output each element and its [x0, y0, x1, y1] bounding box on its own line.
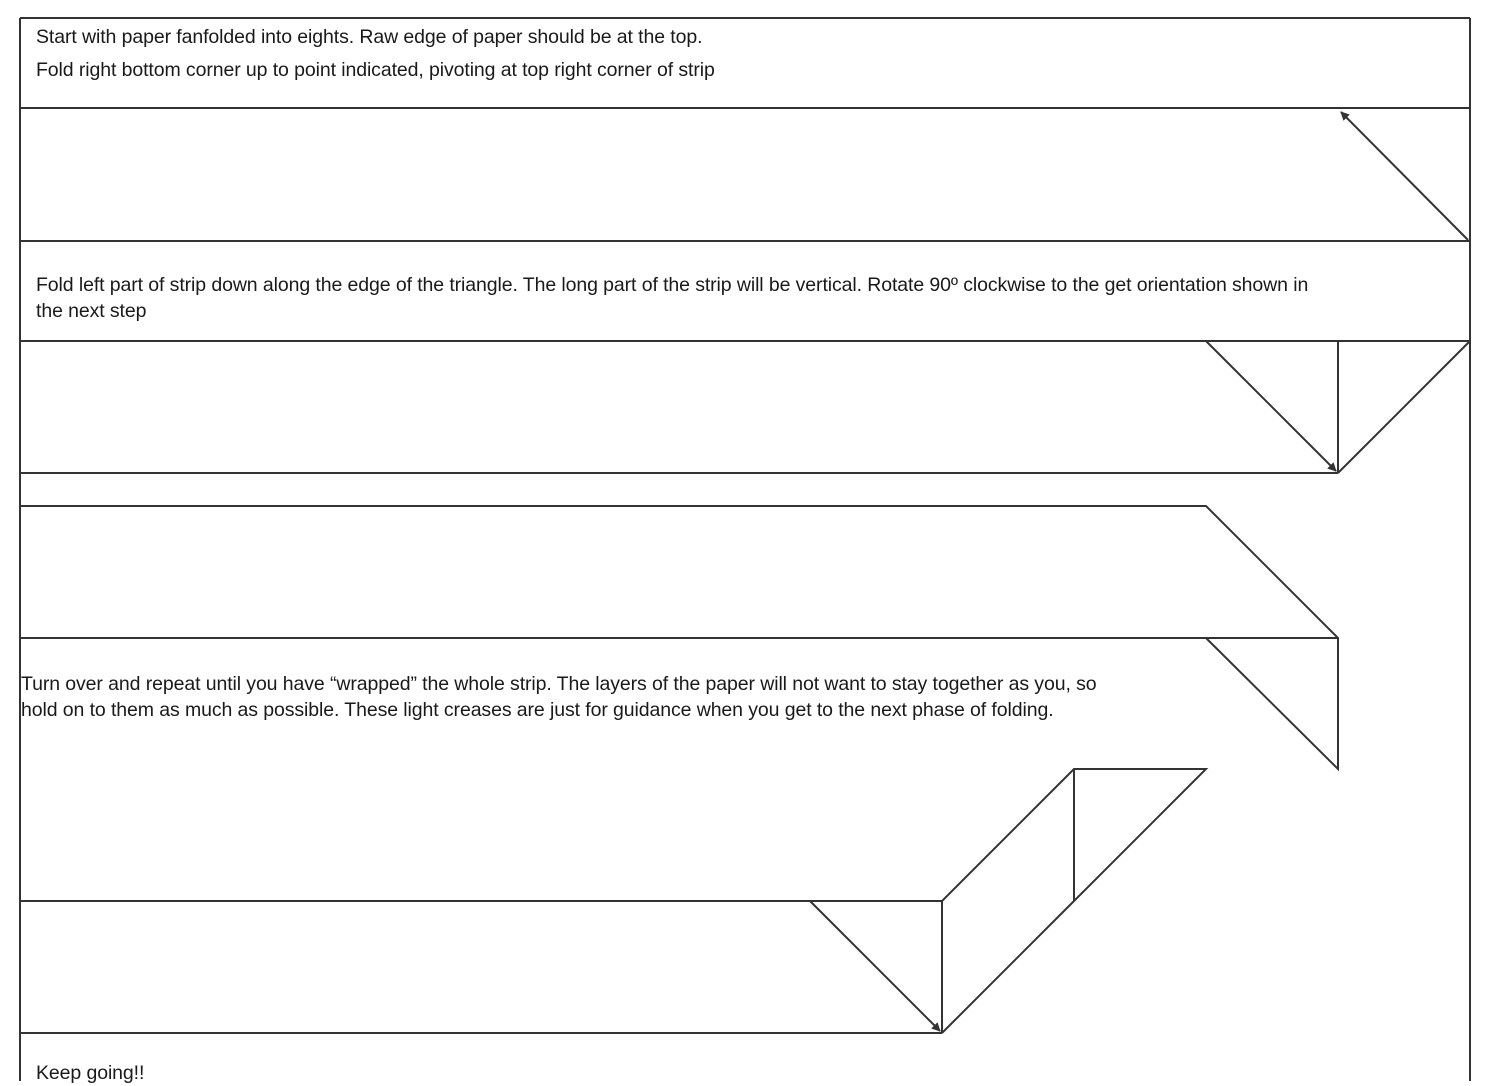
step3-text-line1: Turn over and repeat until you have “wrapped” the whole strip. The layers of the paper will not want to stay together as you, so: [21, 673, 1097, 695]
fold-arrow-down: [1206, 341, 1336, 471]
step3-text-line2: hold on to them as much as possible. These light creases are just for guidance when you get to the next phase of folding.: [21, 699, 1054, 721]
triangle-diagonal-edge: [1338, 341, 1470, 473]
step2-text-line1: Fold left part of strip down along the edge of the triangle. The long part of the strip will be vertical. Rotate 90º clockwise to the get orientation shown in: [36, 274, 1309, 296]
fold-arrow-up: [1341, 112, 1468, 240]
step1-text-line1: Start with paper fanfolded into eights. Raw edge of paper should be at the top.: [36, 26, 703, 48]
fold-arrow-down-2: [810, 901, 940, 1031]
step1-text-line2: Fold right bottom corner up to point indicated, pivoting at top right corner of strip: [36, 59, 715, 81]
step2-text-line2: the next step: [36, 300, 147, 322]
step4-text-line1: Keep going!!: [36, 1062, 145, 1084]
